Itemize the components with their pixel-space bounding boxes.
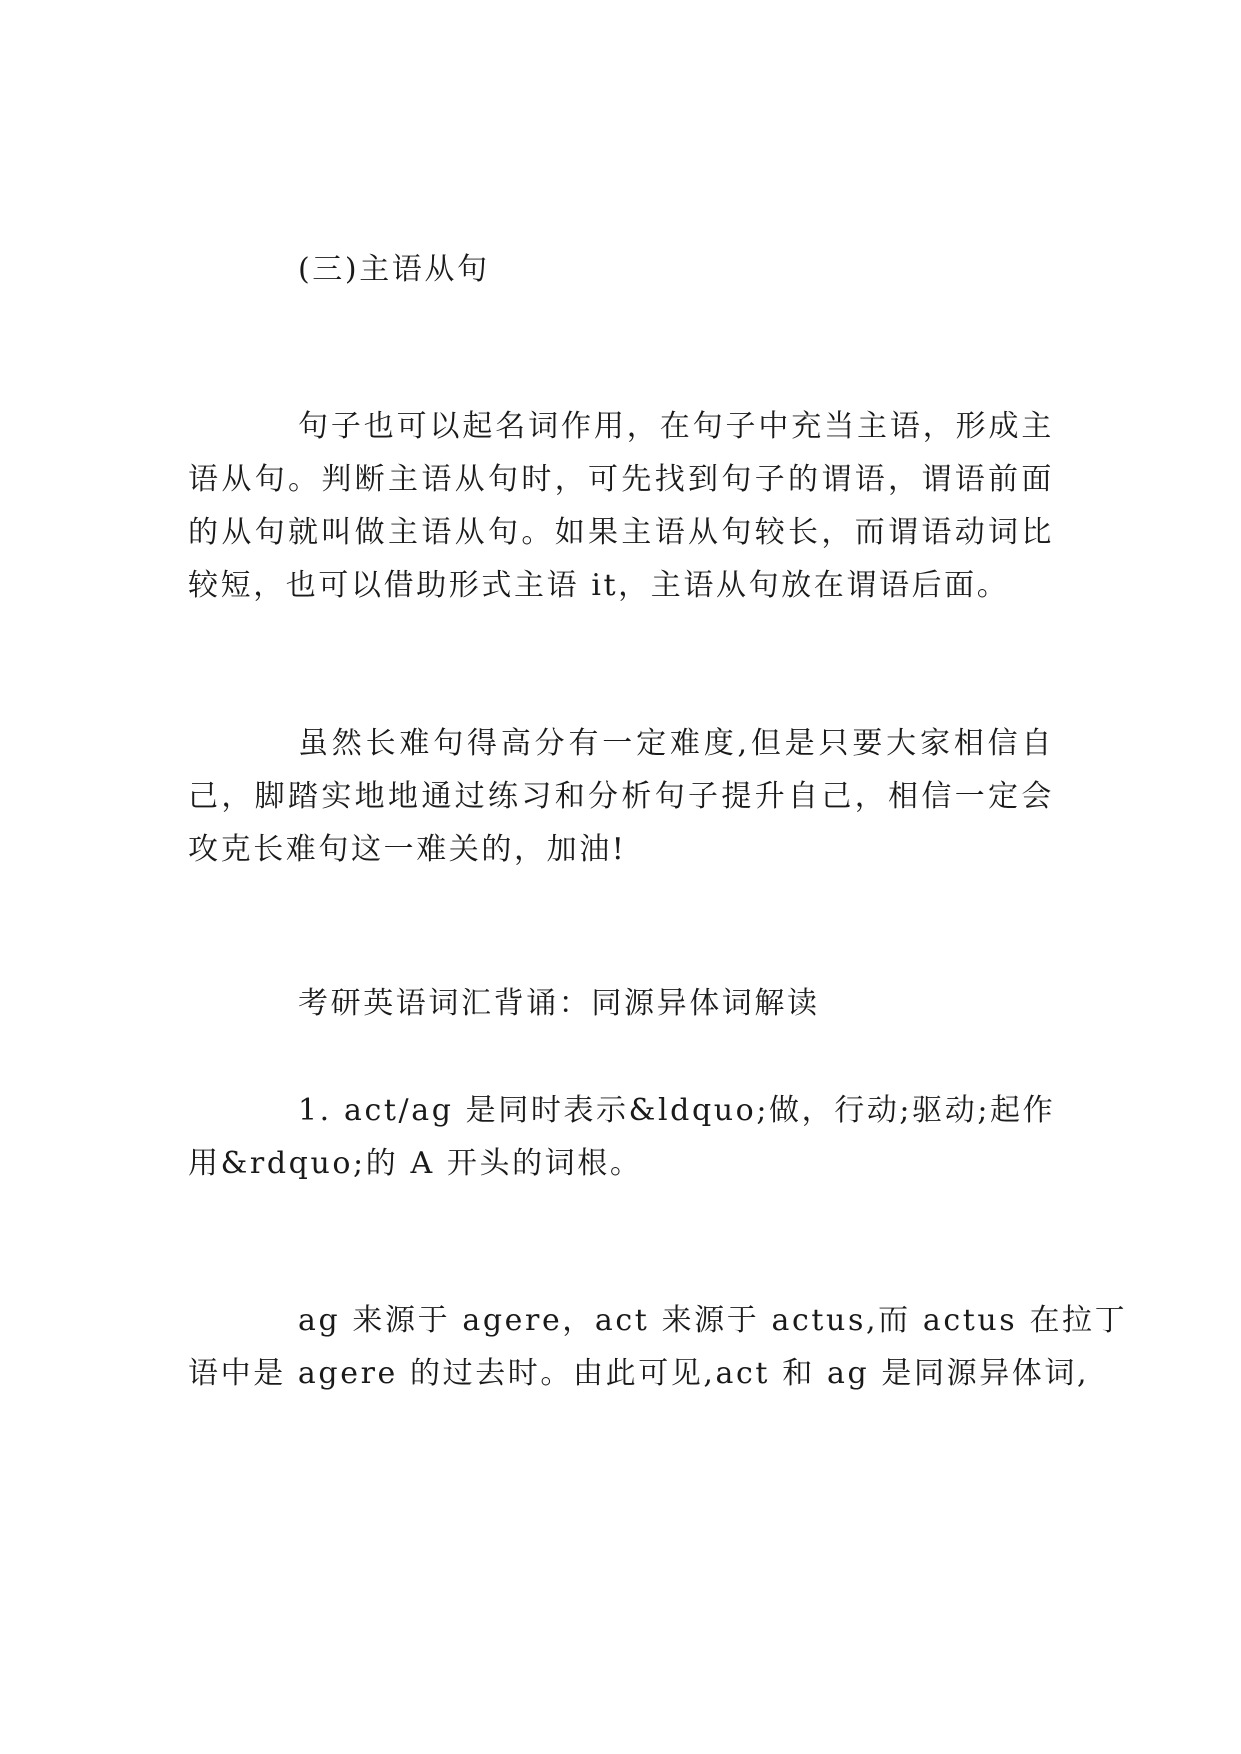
paragraph-line: 攻克长难句这一难关的，加油! (188, 832, 627, 867)
paragraph-line: 语从句。判断主语从句时，可先找到句子的谓语，谓语前面 (188, 462, 1054, 497)
paragraph-line: 语中是 agere 的过去时。由此可见,act 和 ag 是同源异体词, (188, 1356, 1090, 1391)
paragraph-line: 虽然长难句得高分有一定难度,但是只要大家相信自 (298, 726, 1054, 761)
paragraph-line: 的从句就叫做主语从句。如果主语从句较长，而谓语动词比 (188, 515, 1054, 550)
paragraph-line: 较短，也可以借助形式主语 it，主语从句放在谓语后面。 (188, 568, 1010, 603)
section-heading-vocab: 考研英语词汇背诵：同源异体词解读 (298, 986, 820, 1021)
paragraph-line: ag 来源于 agere，act 来源于 actus,而 actus 在拉丁 (298, 1303, 1128, 1338)
section-heading-subject-clause: (三)主语从句 (298, 252, 490, 287)
paragraph-line: 1. act/ag 是同时表示&ldquo;做，行动;驱动;起作 (298, 1093, 1056, 1128)
paragraph-line: 己，脚踏实地地通过练习和分析句子提升自己，相信一定会 (188, 779, 1054, 814)
paragraph-line: 用&rdquo;的 A 开头的词根。 (188, 1146, 643, 1181)
paragraph-line: 句子也可以起名词作用，在句子中充当主语，形成主 (298, 409, 1054, 444)
